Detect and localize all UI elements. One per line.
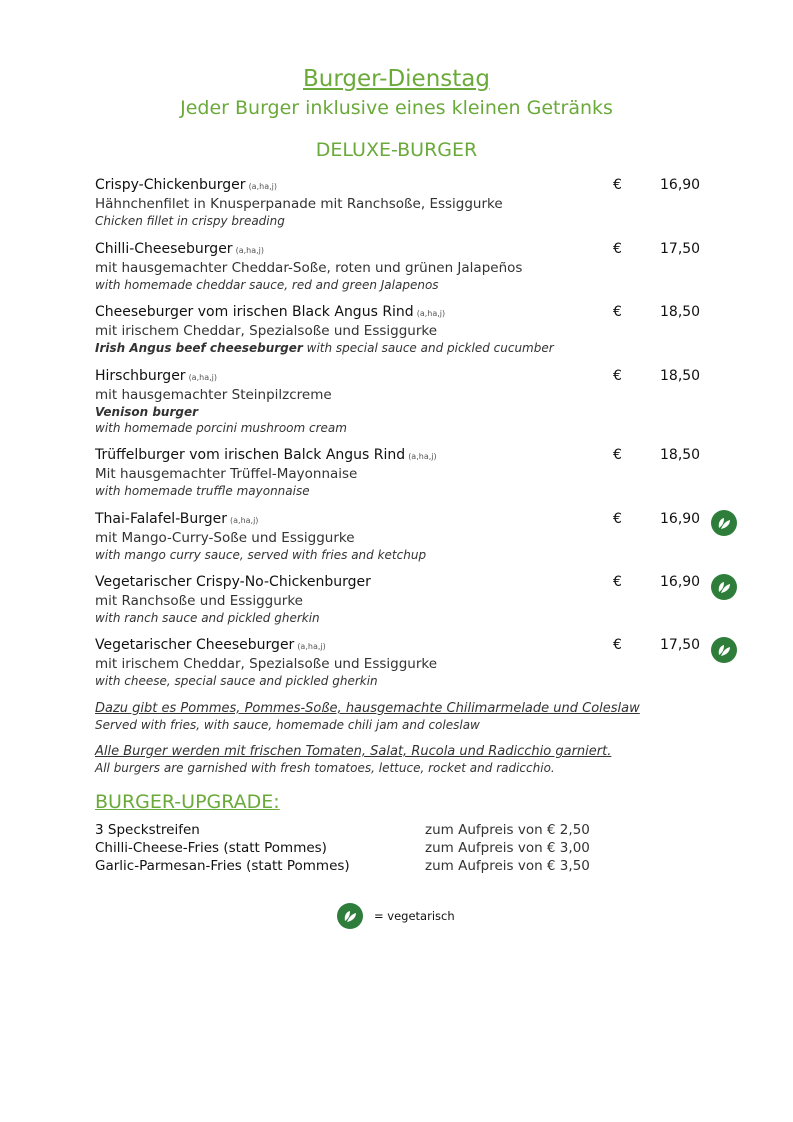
currency-symbol: € xyxy=(613,574,622,590)
item-description-en: with homemade porcini mushroom cream xyxy=(95,421,347,435)
menu-item xyxy=(95,367,715,436)
item-price: 18,50 xyxy=(660,368,701,384)
item-description-de: mit hausgemachter Steinpilzcreme xyxy=(95,387,332,403)
leaf-icon xyxy=(711,574,737,600)
item-allergens: (a,ha,j) xyxy=(297,642,326,651)
upgrade-price: zum Aufpreis von € 3,00 xyxy=(425,840,590,856)
menu-item xyxy=(95,573,715,626)
page-subtitle: Jeder Burger inklusive eines kleinen Getränks xyxy=(180,97,613,119)
item-name: Vegetarischer Crispy-No-Chickenburger xyxy=(95,574,371,590)
menu-item xyxy=(95,446,715,499)
item-price: 16,90 xyxy=(660,511,701,527)
item-description-en-bold: Irish Angus beef cheeseburger xyxy=(95,341,303,355)
item-price: 17,50 xyxy=(660,241,701,257)
upgrade-label: 3 Speckstreifen xyxy=(95,822,200,838)
currency-symbol: € xyxy=(613,511,622,527)
item-allergens: (a,ha,j) xyxy=(235,246,265,255)
upgrade-row xyxy=(95,839,615,857)
item-description-en: Chicken fillet in crispy breading xyxy=(95,214,285,228)
item-price: 17,50 xyxy=(660,637,701,653)
item-price: 16,90 xyxy=(660,177,701,193)
item-allergens: (a,ha,j) xyxy=(416,309,446,318)
item-name: Crispy-Chickenburger xyxy=(95,177,246,193)
item-description-de: mit irischem Cheddar, Spezialsoße und Essiggurke xyxy=(95,323,438,339)
menu-item xyxy=(95,240,715,293)
garnish-note xyxy=(95,743,735,776)
menu-item xyxy=(95,303,715,356)
item-name: Thai-Falafel-Burger xyxy=(95,511,227,527)
menu-item xyxy=(95,510,715,563)
item-description-en: with homemade cheddar sauce, red and green Jalapenos xyxy=(95,278,439,292)
section-title-deluxe: DELUXE-BURGER xyxy=(315,139,478,161)
upgrade-price: zum Aufpreis von € 2,50 xyxy=(425,822,590,838)
item-name: Cheeseburger vom irischen Black Angus Rind xyxy=(95,304,414,320)
leaf-icon xyxy=(711,637,737,663)
item-allergens: (a,ha,j) xyxy=(408,452,437,461)
item-description-en: with mango curry sauce, served with fries and ketchup xyxy=(95,548,427,562)
item-price: 16,90 xyxy=(660,574,701,590)
item-description-en: with ranch sauce and pickled gherkin xyxy=(95,611,320,625)
currency-symbol: € xyxy=(613,177,622,193)
note-text-de: Dazu gibt es Pommes, Pommes-Soße, hausgemachte Chilimarmelade und Coleslaw xyxy=(95,701,640,716)
item-allergens: (a,ha,j) xyxy=(230,516,259,525)
item-name: Chilli-Cheeseburger xyxy=(95,241,233,257)
item-description-en-rest: with special sauce and pickled cucumber xyxy=(302,341,554,355)
section-title-upgrade: BURGER-UPGRADE: xyxy=(95,791,280,813)
item-price: 18,50 xyxy=(660,447,701,463)
note-text-de: Alle Burger werden mit frischen Tomaten, Salat, Rucola und Radicchio garniert. xyxy=(95,744,612,759)
leaf-icon xyxy=(711,510,737,536)
currency-symbol: € xyxy=(613,241,622,257)
item-allergens: (a,ha,j) xyxy=(248,182,277,191)
leaf-icon xyxy=(337,903,363,929)
currency-symbol: € xyxy=(613,368,622,384)
item-description-en xyxy=(95,340,715,356)
upgrade-row xyxy=(95,857,615,875)
item-description-de: mit hausgemachter Cheddar-Soße, roten und grünen Jalapeños xyxy=(95,260,523,276)
item-name: Hirschburger xyxy=(95,368,186,384)
upgrade-price: zum Aufpreis von € 3,50 xyxy=(425,858,590,874)
item-description-de: mit Mango-Curry-Soße und Essiggurke xyxy=(95,530,355,546)
note-text-en: Served with fries, with sauce, homemade chili jam and coleslaw xyxy=(95,718,480,732)
item-description-en: with cheese, special sauce and pickled gherkin xyxy=(95,674,378,688)
menu-item xyxy=(95,636,715,689)
currency-symbol: € xyxy=(613,637,622,653)
page-title: Burger-Dienstag xyxy=(303,66,490,92)
upgrade-row xyxy=(95,821,615,839)
item-name: Trüffelburger vom irischen Balck Angus Rind xyxy=(95,447,406,463)
currency-symbol: € xyxy=(613,304,622,320)
item-description-en-title: Venison burger xyxy=(95,405,199,419)
item-name: Vegetarischer Cheeseburger xyxy=(95,637,295,653)
item-description-de: mit Ranchsoße und Essiggurke xyxy=(95,593,303,609)
legend xyxy=(337,902,455,930)
item-description-de: Mit hausgemachter Trüffel-Mayonnaise xyxy=(95,466,358,482)
item-price: 18,50 xyxy=(660,304,701,320)
note-text-en: All burgers are garnished with fresh tomatoes, lettuce, rocket and radicchio. xyxy=(95,761,555,775)
item-description-de: Hähnchenfilet in Knusperpanade mit Ranchsoße, Essiggurke xyxy=(95,196,503,212)
side-dish-note xyxy=(95,700,735,733)
item-description-de: mit irischem Cheddar, Spezialsoße und Essiggurke xyxy=(95,656,438,672)
item-description-en-bold xyxy=(95,404,715,420)
menu-item xyxy=(95,176,715,229)
item-description-en: with homemade truffle mayonnaise xyxy=(95,484,310,498)
upgrade-label: Chilli-Cheese-Fries (statt Pommes) xyxy=(95,840,327,856)
currency-symbol: € xyxy=(613,447,622,463)
legend-label: = vegetarisch xyxy=(374,909,455,923)
item-allergens: (a,ha,j) xyxy=(188,373,217,382)
upgrade-label: Garlic-Parmesan-Fries (statt Pommes) xyxy=(95,858,350,874)
